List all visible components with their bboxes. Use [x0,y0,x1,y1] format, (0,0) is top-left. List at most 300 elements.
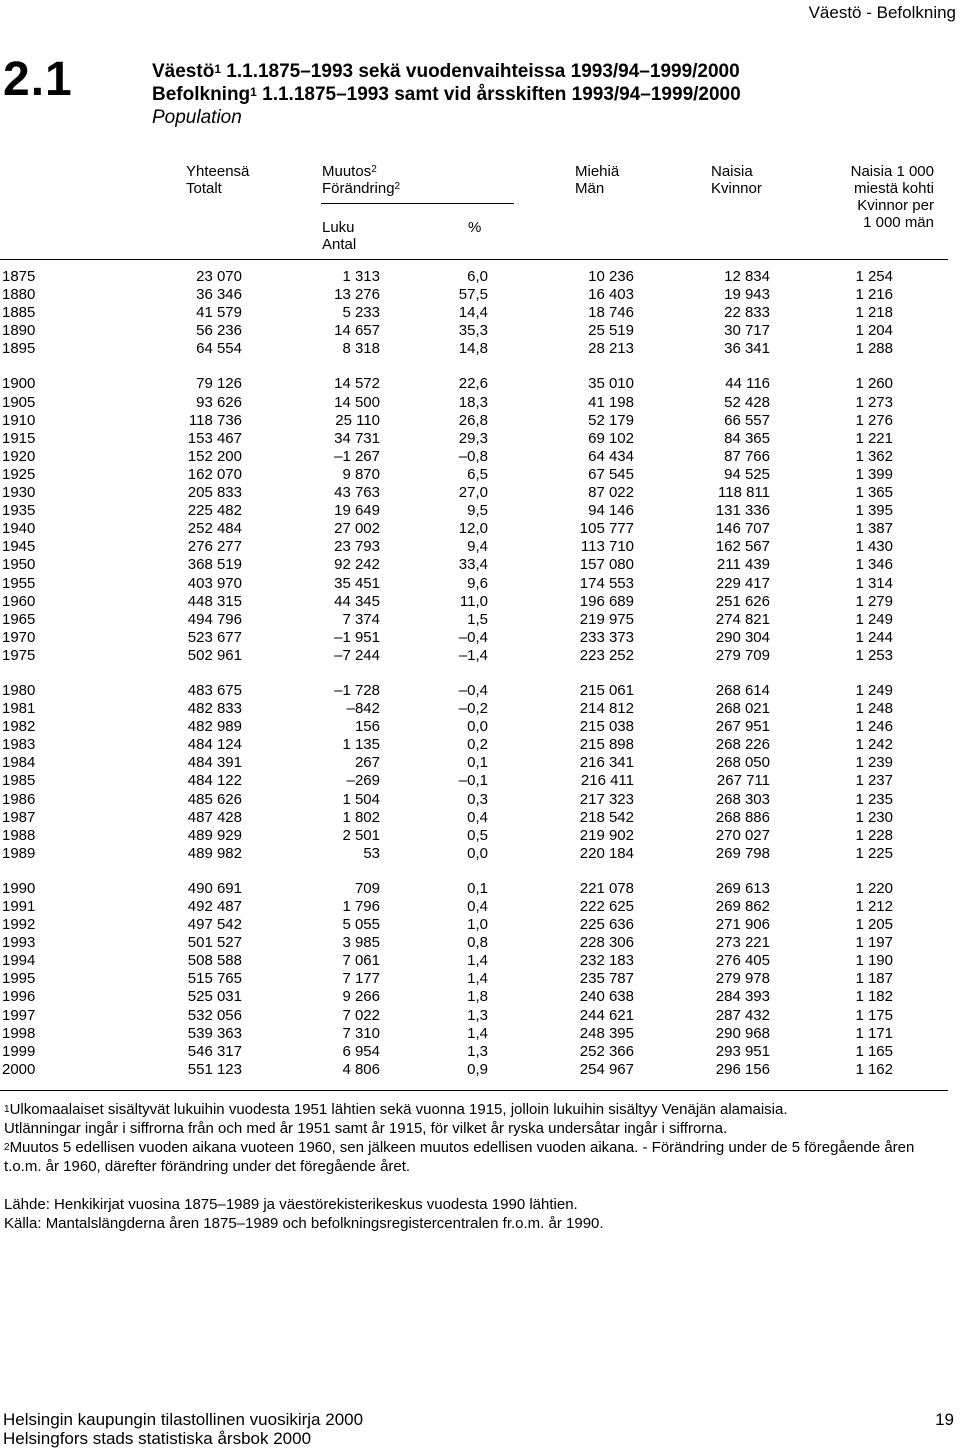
source-fi: Lähde: Henkikirjat vuosina 1875–1989 ja väestörekisterikeskus vuodesta 1990 lähtien. [4,1196,578,1213]
ratio-cell: 1 235 [855,790,893,808]
change-count-cell: 8 318 [342,340,380,358]
men-cell: 18 746 [588,304,634,322]
header-ratio [851,163,934,231]
ratio-cell: 1 387 [855,520,893,538]
change-pct-cell: –0,4 [458,628,488,646]
men-cell: 174 553 [579,574,634,592]
table-row [0,629,960,647]
year-cell: 1981 [2,700,36,718]
change-pct-cell: 0,1 [467,879,488,897]
total-cell: 546 317 [187,1042,242,1060]
header-pct: % [468,219,482,236]
change-pct-cell: 12,0 [458,520,488,538]
ratio-cell: 1 239 [855,754,893,772]
total-cell: 79 126 [196,375,242,393]
total-cell: 93 626 [196,393,242,411]
ratio-cell: 1 430 [855,538,893,556]
header-ratio-line4: 1 000 män [863,214,934,231]
total-cell: 403 970 [187,574,242,592]
men-cell: 157 080 [579,556,634,574]
table-row [0,268,960,286]
men-cell: 52 179 [588,411,634,429]
header-count-fi: Luku [322,219,355,236]
header-change-fi-text: Muutos [322,163,372,180]
total-cell: 448 315 [187,592,242,610]
footer-title-sv: Helsingfors stads statistiska årsbok 2000 [3,1429,312,1448]
total-cell: 484 122 [187,772,242,790]
table-row [0,538,960,556]
total-cell: 252 484 [187,520,242,538]
men-cell: 233 373 [579,628,634,646]
table-row [0,809,960,827]
women-cell: 66 557 [724,411,770,429]
change-pct-cell: 9,6 [467,574,488,592]
women-cell: 270 027 [715,826,770,844]
ratio-cell: 1 162 [855,1060,893,1078]
footnote-1-sv: Utlänningar ingår i siffrorna från och med år 1951 samt år 1915, för vilket år ryska undersåtar ingår i siffrorna. [4,1120,728,1137]
change-count-cell: 14 657 [334,322,380,340]
header-ratio-line2: miestä kohti [853,180,934,197]
total-cell: 276 277 [187,538,242,556]
source-sv: Källa: Mantalslängderna åren 1875–1989 och befolkningsregistercentralen fr.o.m. år 1990. [4,1215,604,1232]
men-cell: 105 777 [579,520,634,538]
change-pct-cell: –1,4 [458,646,488,664]
change-pct-cell: 0,9 [467,1060,488,1078]
title-sv-rest: 1.1.1875–1993 samt vid årsskiften 1993/94–1999/2000 [256,84,741,105]
year-cell: 1986 [2,790,36,808]
total-cell: 153 467 [187,429,242,447]
year-cell: 1999 [2,1042,36,1060]
ratio-cell: 1 279 [855,592,893,610]
year-cell: 1875 [2,268,36,285]
header-women [711,163,762,197]
total-cell: 551 123 [187,1060,242,1078]
table-row [0,845,960,863]
women-cell: 268 614 [715,681,770,699]
women-cell: 19 943 [724,286,770,304]
year-cell: 1995 [2,970,36,988]
total-cell: 508 588 [187,952,242,970]
total-cell: 523 677 [187,628,242,646]
change-count-cell: 5 055 [342,916,380,934]
year-cell: 1960 [2,592,36,610]
population-table [0,268,960,1096]
ratio-cell: 1 190 [855,952,893,970]
change-pct-cell: –0,2 [458,700,488,718]
year-cell: 1880 [2,286,36,304]
change-pct-cell: 0,0 [467,844,488,862]
total-cell: 487 428 [187,808,242,826]
ratio-cell: 1 249 [855,610,893,628]
change-count-cell: 5 233 [342,304,380,322]
ratio-cell: 1 362 [855,447,893,465]
table-row [0,827,960,845]
change-count-cell: 9 870 [342,465,380,483]
men-cell: 16 403 [588,286,634,304]
row-group [0,375,960,665]
ratio-cell: 1 220 [855,879,893,897]
men-cell: 113 710 [580,538,634,556]
men-cell: 28 213 [588,340,634,358]
women-cell: 293 951 [715,1042,770,1060]
table-row [0,502,960,520]
source-note [4,1195,604,1233]
total-cell: 497 542 [187,916,242,934]
year-cell: 1895 [2,340,36,358]
men-cell: 215 038 [579,718,634,736]
header-ratio-line1: Naisia 1 000 [850,163,934,180]
women-cell: 87 766 [724,447,770,465]
year-cell: 1993 [2,934,36,952]
change-pct-cell: 1,5 [467,610,488,628]
change-count-cell: 13 276 [334,286,380,304]
ratio-cell: 1 175 [855,1006,893,1024]
men-cell: 254 967 [579,1060,634,1078]
year-cell: 1997 [2,1006,36,1024]
table-row [0,682,960,700]
change-count-cell: 7 022 [342,1006,380,1024]
table-row [0,916,960,934]
women-cell: 268 226 [715,736,770,754]
change-pct-cell: 1,4 [467,952,488,970]
header-men-fi: Miehiä [575,163,620,180]
total-cell: 41 579 [196,304,242,322]
table-row [0,611,960,629]
year-cell: 1982 [2,718,36,736]
ratio-cell: 1 182 [855,988,893,1006]
change-count-cell: 1 504 [342,790,380,808]
total-cell: 490 691 [187,879,242,897]
year-cell: 1900 [2,375,36,393]
change-count-cell: 2 501 [342,826,380,844]
women-cell: 267 951 [715,718,770,736]
year-cell: 2000 [2,1060,36,1078]
women-cell: 268 886 [715,808,770,826]
year-cell: 1990 [2,879,36,897]
header-women-sv: Kvinnor [711,180,762,197]
change-count-cell: 14 572 [334,375,380,393]
change-pct-cell: 9,4 [467,538,488,556]
table-row [0,375,960,393]
table-row [0,593,960,611]
table-row [0,286,960,304]
change-count-cell: 6 954 [342,1042,380,1060]
page-footer [3,1410,363,1448]
change-pct-cell: 6,5 [467,465,488,483]
change-pct-cell: 57,5 [458,286,488,304]
ratio-cell: 1 249 [855,681,893,699]
change-count-cell: 43 763 [334,484,380,502]
change-pct-cell: 0,2 [467,736,488,754]
table-row [0,340,960,358]
row-group [0,880,960,1079]
table-row [0,700,960,718]
title-fi-word: Väestö [152,61,215,82]
ratio-cell: 1 187 [855,970,893,988]
total-cell: 36 346 [196,286,242,304]
women-cell: 146 707 [715,520,770,538]
header-change-rule [321,203,514,204]
year-cell: 1975 [2,646,36,664]
men-cell: 67 545 [588,465,634,483]
change-pct-cell: 0,5 [467,826,488,844]
table-row [0,970,960,988]
change-count-cell: 25 110 [335,411,380,429]
ratio-cell: 1 254 [855,268,893,285]
year-cell: 1970 [2,628,36,646]
title-finnish [152,60,741,83]
change-count-cell: –269 [346,772,380,790]
year-cell: 1998 [2,1024,36,1042]
change-pct-cell: 27,0 [458,484,488,502]
change-pct-cell: 0,4 [467,808,488,826]
header-count-sv: Antal [322,236,357,253]
title-sv-word: Befolkning [152,84,251,105]
total-cell: 494 796 [187,610,242,628]
women-cell: 12 834 [724,268,770,285]
change-count-cell: 1 313 [342,268,380,285]
title-footnote-mark: 1 [214,62,221,76]
ratio-cell: 1 221 [855,429,893,447]
ratio-cell: 1 365 [855,484,893,502]
change-pct-cell: 26,8 [458,411,488,429]
change-pct-cell: 14,4 [458,304,488,322]
table-row [0,304,960,322]
table-row [0,575,960,593]
change-count-cell: 267 [354,754,380,772]
ratio-cell: 1 204 [855,322,893,340]
total-cell: 64 554 [196,340,242,358]
change-pct-cell: 0,8 [467,934,488,952]
title-fi-rest: 1.1.1875–1993 sekä vuodenvaihteissa 1993/94–1999/2000 [221,61,740,82]
year-cell: 1989 [2,844,36,862]
footnote-1-fi [4,1100,954,1119]
total-cell: 501 527 [187,934,242,952]
men-cell: 248 395 [579,1024,634,1042]
ratio-cell: 1 288 [855,340,893,358]
women-cell: 296 156 [715,1060,770,1078]
women-cell: 44 116 [725,375,770,393]
ratio-cell: 1 276 [855,411,893,429]
change-pct-cell: 0,1 [467,754,488,772]
change-pct-cell: 1,8 [467,988,488,1006]
total-cell: 482 833 [187,700,242,718]
change-pct-cell: 1,4 [467,1024,488,1042]
women-cell: 279 978 [715,970,770,988]
women-cell: 268 303 [715,790,770,808]
table-row [0,484,960,502]
footnote-1-fi-text: Ulkomaalaiset sisältyvät lukuihin vuodesta 1951 lähtien sekä vuonna 1915, jolloin lukuihin sisältyy Venäjän alamaisia. [9,1101,788,1118]
table-row [0,412,960,430]
change-pct-cell: 9,5 [467,502,488,520]
women-cell: 131 336 [715,502,770,520]
header-change [322,163,400,197]
title-swedish [152,83,741,106]
total-cell: 482 989 [187,718,242,736]
title-english: Population [152,107,242,128]
change-count-cell: 709 [354,879,380,897]
table-row [0,736,960,754]
total-cell: 152 200 [187,447,242,465]
women-cell: 269 862 [715,898,770,915]
ratio-cell: 1 346 [855,556,893,574]
ratio-cell: 1 216 [855,286,893,304]
year-cell: 1955 [2,574,36,592]
women-cell: 84 365 [724,429,770,447]
change-pct-cell: 22,6 [458,375,488,393]
header-total [186,163,249,197]
women-cell: 52 428 [724,393,770,411]
change-count-cell: 7 061 [342,952,380,970]
ratio-cell: 1 230 [855,808,893,826]
change-count-cell: –1 728 [334,681,380,699]
women-cell: 267 711 [716,772,770,790]
row-group [0,682,960,863]
year-cell: 1988 [2,826,36,844]
table-row [0,1043,960,1061]
year-cell: 1950 [2,556,36,574]
women-cell: 118 811 [718,484,770,502]
header-men [575,163,619,197]
table-row [0,448,960,466]
header-men-sv: Män [575,180,605,197]
footnotes [4,1100,954,1176]
change-count-cell: 1 796 [342,898,380,915]
header-change-mark: 2 [371,164,377,175]
change-count-cell: –7 244 [334,646,380,664]
ratio-cell: 1 228 [855,826,893,844]
men-cell: 219 975 [579,610,634,628]
change-count-cell: 1 802 [342,808,380,826]
ratio-cell: 1 273 [855,393,893,411]
header-change-sv-mark: 2 [394,181,401,192]
table-row [0,647,960,665]
row-group [0,268,960,358]
total-cell: 23 070 [196,268,242,285]
page-number: 19 [935,1410,954,1429]
change-pct-cell: 1,3 [467,1042,488,1060]
header-bottom-rule [0,259,948,260]
total-cell: 489 929 [187,826,242,844]
change-pct-cell: 14,8 [458,340,488,358]
year-cell: 1940 [2,520,36,538]
year-cell: 1987 [2,808,36,826]
women-cell: 284 393 [715,988,770,1006]
year-cell: 1930 [2,484,36,502]
change-count-cell: 7 374 [342,610,380,628]
change-pct-cell: 0,4 [467,898,488,915]
change-pct-cell: –0,8 [458,447,488,465]
header-count [322,219,356,253]
table-row [0,466,960,484]
change-pct-cell: 6,0 [467,268,488,285]
women-cell: 276 405 [715,952,770,970]
ratio-cell: 1 314 [855,574,893,592]
section-number: 2.1 [3,53,73,106]
total-cell: 539 363 [187,1024,242,1042]
ratio-cell: 1 171 [855,1024,893,1042]
ratio-cell: 1 205 [855,916,893,934]
women-cell: 279 709 [715,646,770,664]
header-women-fi: Naisia [711,163,753,180]
table-row [0,718,960,736]
table-row [0,1025,960,1043]
total-cell: 525 031 [187,988,242,1006]
women-cell: 290 968 [715,1024,770,1042]
women-cell: 30 717 [724,322,770,340]
header-ratio-line3: Kvinnor per [857,197,934,214]
men-cell: 240 638 [579,988,634,1006]
men-cell: 217 323 [579,790,634,808]
change-pct-cell: 33,4 [458,556,488,574]
table-title [152,60,741,130]
ratio-cell: 1 242 [855,736,893,754]
table-row [0,1061,960,1079]
change-count-cell: 14 500 [334,393,380,411]
men-cell: 69 102 [588,429,634,447]
change-count-cell: 34 731 [334,429,380,447]
change-pct-cell: 35,3 [458,322,488,340]
women-cell: 290 304 [715,628,770,646]
change-pct-cell: 1,3 [467,1006,488,1024]
year-cell: 1915 [2,429,36,447]
men-cell: 216 341 [579,754,634,772]
men-cell: 35 010 [588,375,634,393]
change-pct-cell: 0,0 [467,718,488,736]
change-count-cell: 9 266 [342,988,380,1006]
total-cell: 118 736 [188,411,242,429]
year-cell: 1945 [2,538,36,556]
women-cell: 162 567 [715,538,770,556]
total-cell: 502 961 [187,646,242,664]
men-cell: 228 306 [579,934,634,952]
table-row [0,791,960,809]
women-cell: 211 439 [716,556,770,574]
table-row [0,934,960,952]
table-row [0,556,960,574]
footnote-2-mark: 2 [4,1142,10,1153]
year-cell: 1992 [2,916,36,934]
ratio-cell: 1 218 [855,304,893,322]
men-cell: 222 625 [579,898,634,915]
men-cell: 94 146 [588,502,634,520]
men-cell: 232 183 [579,952,634,970]
women-cell: 269 798 [715,844,770,862]
table-row [0,952,960,970]
ratio-cell: 1 260 [855,375,893,393]
year-cell: 1885 [2,304,36,322]
men-cell: 196 689 [579,592,634,610]
men-cell: 215 898 [579,736,634,754]
total-cell: 492 487 [187,898,242,915]
women-cell: 268 050 [715,754,770,772]
men-cell: 214 812 [579,700,634,718]
total-cell: 515 765 [187,970,242,988]
men-cell: 221 078 [579,879,634,897]
men-cell: 87 022 [588,484,634,502]
women-cell: 273 221 [715,934,770,952]
change-count-cell: 23 793 [334,538,380,556]
table-row [0,898,960,916]
table-row [0,322,960,340]
women-cell: 268 021 [715,700,770,718]
footnote-2 [4,1138,954,1176]
ratio-cell: 1 399 [855,465,893,483]
year-cell: 1985 [2,772,36,790]
change-count-cell: –1 267 [334,447,380,465]
total-cell: 368 519 [187,556,242,574]
total-cell: 485 626 [187,790,242,808]
